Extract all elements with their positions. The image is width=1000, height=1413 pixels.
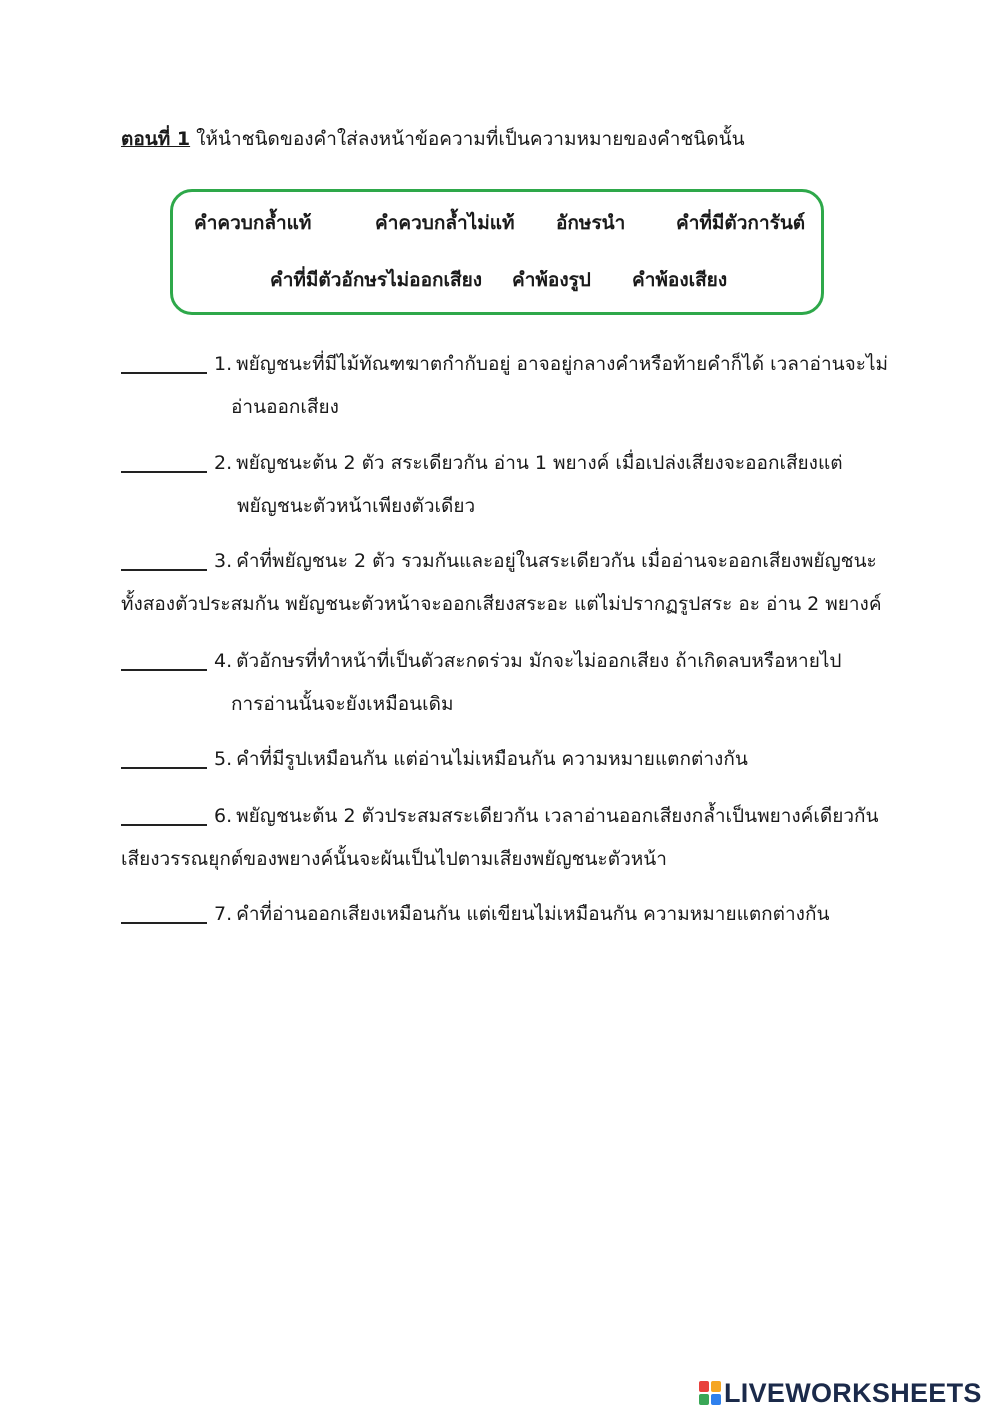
question-number: 4. [214, 650, 233, 672]
logo-mark-icon [699, 1381, 721, 1405]
question-text: คำที่อ่านออกเสียงเหมือนกัน แต่เขียนไม่เหมือนกัน ความหมายแตกต่างกัน [236, 903, 830, 925]
answer-blank[interactable] [121, 922, 207, 924]
question-number: 3. [214, 550, 233, 572]
answer-blank[interactable] [121, 372, 207, 374]
word-bank-item[interactable]: คำพ้องเสียง [632, 269, 728, 291]
question-text: ตัวอักษรที่ทำหน้าที่เป็นตัวสะกดร่วม มักจะไม่ออกเสียง ถ้าเกิดลบหรือหายไป [236, 650, 842, 672]
question-4 [121, 646, 911, 732]
answer-blank[interactable] [121, 669, 207, 671]
word-bank-item[interactable]: คำควบกล้ำแท้ [194, 212, 312, 234]
instruction-text: ให้นำชนิดของคำใส่ลงหน้าข้อความที่เป็นความหมายของคำชนิดนั้น [190, 128, 745, 150]
brand-name: LIVEWORKSHEETS [724, 1378, 982, 1408]
word-bank-item[interactable]: คำพ้องรูป [512, 269, 591, 291]
question-6 [121, 801, 911, 887]
question-number: 5. [214, 748, 233, 770]
answer-blank[interactable] [121, 569, 207, 571]
question-text: พยัญชนะที่มีไม้ทัณฑฆาตกำกับอยู่ อาจอยู่กลางคำหรือท้ายคำก็ได้ เวลาอ่านจะไม่ [236, 353, 889, 375]
question-number: 7. [214, 903, 233, 925]
question-text: คำที่พยัญชนะ 2 ตัว รวมกันและอยู่ในสระเดียวกัน เมื่ออ่านจะออกเสียงพยัญชนะ [236, 550, 877, 572]
question-1 [121, 349, 911, 435]
question-text: พยัญชนะต้น 2 ตัวประสมสระเดียวกัน เวลาอ่านออกเสียงกล้ำเป็นพยางค์เดียวกัน [236, 805, 879, 827]
question-text-cont: ทั้งสองตัวประสมกัน พยัญชนะตัวหน้าจะออกเสียงสระอะ แต่ไม่ปรากฏรูปสระ อะ อ่าน 2 พยางค์ [121, 593, 882, 615]
question-text-cont: เสียงวรรณยุกต์ของพยางค์นั้นจะผันเป็นไปตามเสียงพยัญชนะตัวหน้า [121, 848, 667, 870]
question-5 [121, 744, 911, 787]
question-3 [121, 546, 911, 632]
word-bank-item[interactable]: อักษรนำ [556, 212, 626, 234]
word-bank-item[interactable]: คำควบกล้ำไม่แท้ [375, 212, 515, 234]
question-text-cont: อ่านออกเสียง [231, 396, 339, 418]
instruction [121, 124, 941, 154]
word-bank-box [170, 189, 824, 315]
question-2 [121, 448, 911, 534]
part-label: ตอนที่ 1 [121, 128, 191, 150]
answer-blank[interactable] [121, 824, 207, 826]
word-bank-item[interactable]: คำที่มีตัวการันต์ [676, 212, 806, 234]
question-number: 1. [214, 353, 233, 375]
question-text: คำที่มีรูปเหมือนกัน แต่อ่านไม่เหมือนกัน ความหมายแตกต่างกัน [236, 748, 748, 770]
question-text-cont: การอ่านนั้นจะยังเหมือนเดิม [231, 693, 454, 715]
question-text-cont: พยัญชนะตัวหน้าเพียงตัวเดียว [237, 495, 476, 517]
answer-blank[interactable] [121, 471, 207, 473]
liveworksheets-logo[interactable] [695, 1377, 995, 1409]
answer-blank[interactable] [121, 767, 207, 769]
question-number: 6. [214, 805, 233, 827]
word-bank-item[interactable]: คำที่มีตัวอักษรไม่ออกเสียง [270, 269, 482, 291]
question-number: 2. [214, 452, 233, 474]
question-text: พยัญชนะต้น 2 ตัว สระเดียวกัน อ่าน 1 พยางค์ เมื่อเปล่งเสียงจะออกเสียงแต่ [236, 452, 843, 474]
question-7 [121, 899, 911, 942]
